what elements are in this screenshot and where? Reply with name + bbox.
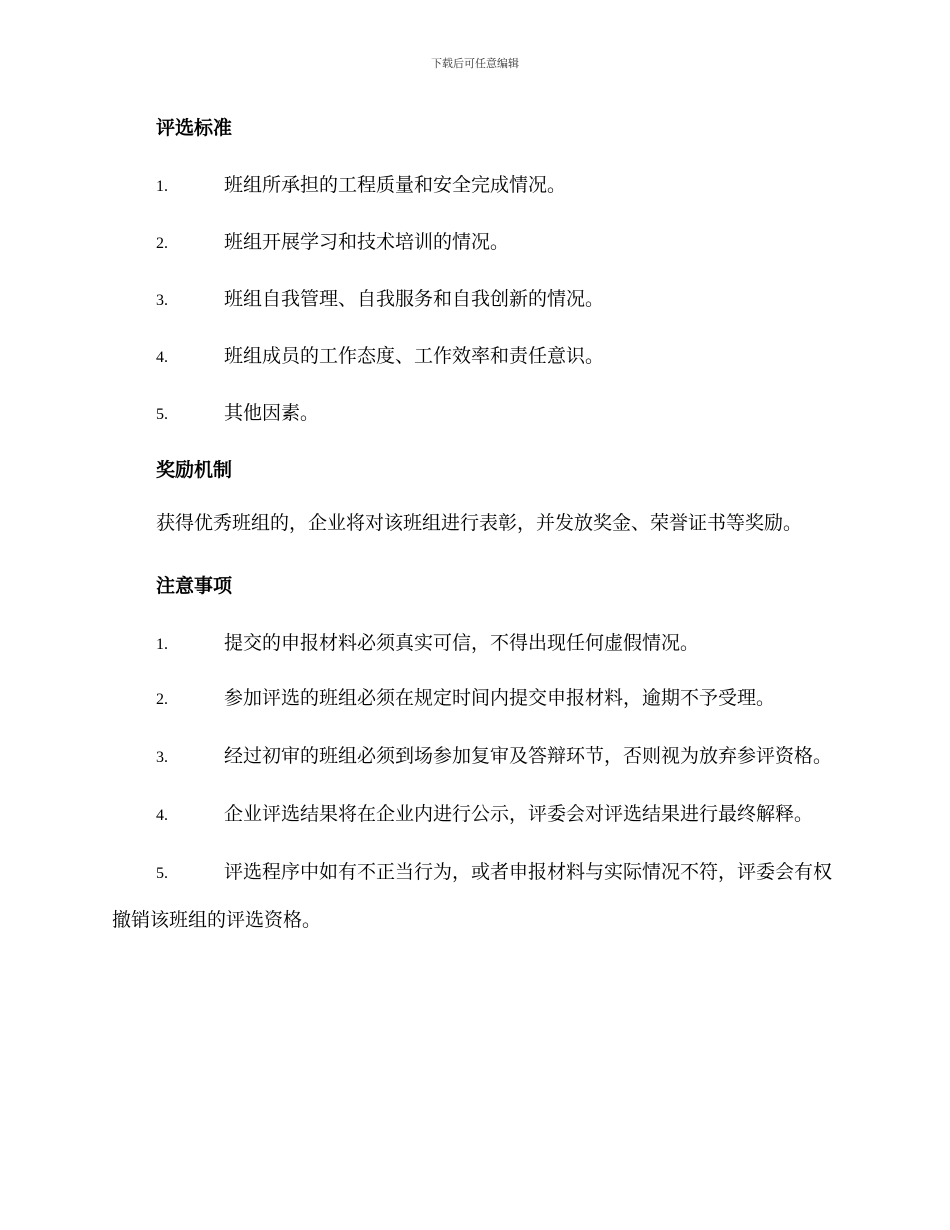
- section-title-criteria: 评选标准: [156, 117, 233, 139]
- section-title-notes: 注意事项: [156, 575, 233, 597]
- notes-item: [112, 733, 834, 781]
- notes-item: [112, 791, 834, 839]
- list-text: 班组自我管理、自我服务和自我创新的情况。: [224, 288, 605, 310]
- list-text: 班组所承担的工程质量和安全完成情况。: [224, 174, 567, 196]
- section-title-rewards: 奖励机制: [156, 459, 233, 481]
- criteria-item: [112, 397, 834, 429]
- notes-item: [112, 627, 834, 659]
- rewards-paragraph: 获得优秀班组的，企业将对该班组进行表彰，并发放奖金、荣誉证书等奖励。: [156, 512, 803, 534]
- list-text: 参加评选的班组必须在规定时间内提交申报材料，逾期不予受理。: [224, 687, 776, 709]
- criteria-item: [112, 226, 834, 258]
- list-number: 5.: [156, 865, 168, 882]
- list-number: 2.: [156, 235, 168, 252]
- notes-item: [112, 849, 834, 943]
- criteria-item: [112, 340, 834, 372]
- list-number: 2.: [156, 691, 168, 708]
- list-number: 1.: [156, 636, 168, 653]
- header-note: 下载后可任意编辑: [431, 57, 519, 70]
- list-text: 提交的申报材料必须真实可信，不得出现任何虚假情况。: [224, 632, 700, 654]
- list-number: 3.: [156, 292, 168, 309]
- list-text: 企业评选结果将在企业内进行公示，评委会对评选结果进行最终解释。: [224, 803, 814, 825]
- list-text: 经过初审的班组必须到场参加复审及答辩环节，否则视为放弃参评资格。: [224, 745, 833, 767]
- list-text: 其他因素。: [224, 402, 320, 424]
- list-text: 班组成员的工作态度、工作效率和责任意识。: [224, 345, 605, 367]
- criteria-item: [112, 169, 834, 201]
- notes-item: [112, 675, 834, 723]
- list-number: 4.: [156, 807, 168, 824]
- criteria-item: [112, 283, 834, 315]
- list-number: 3.: [156, 749, 168, 766]
- list-number: 5.: [156, 406, 168, 423]
- document-body: [112, 112, 834, 943]
- list-number: 4.: [156, 349, 168, 366]
- list-text: 班组开展学习和技术培训的情况。: [224, 231, 510, 253]
- list-number: 1.: [156, 178, 168, 195]
- list-text: 评选程序中如有不正当行为，或者申报材料与实际情况不符，评委会有权撤销该班组的评选资格。: [112, 861, 833, 931]
